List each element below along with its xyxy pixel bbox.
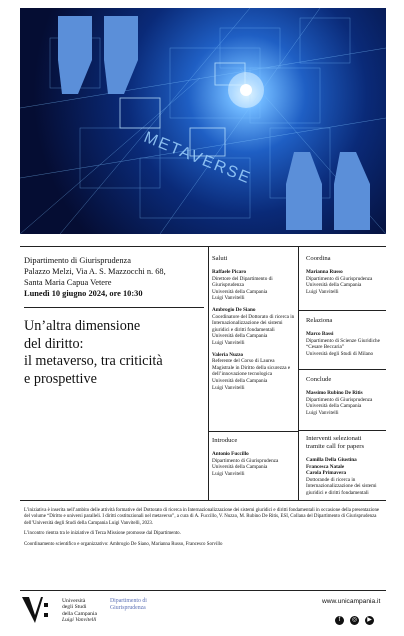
footer-paragraph: L’iniziativa è inserita nell’ambito delle attività formative del Dottorato di ricerca in Internazionalizzazione dei sistemi giuridici e diritti fondamentali in occasione della presentazione del volume “Diritto e universi paralleli. I diritti costituzionali nel metaverso”, a cura di A. Fuccillo, V. Nuzzo, M. Rubino De Ritis, ESI, Collana del Dipartimento di Giurisprudenza dell’Università degli Studi della Campania Luigi Vanvitelli, 2023. xyxy=(24,508,380,526)
section-relaziona xyxy=(306,317,386,357)
uni-line: degli Studi xyxy=(62,604,87,611)
speaker-name: Francesca Natale xyxy=(306,463,345,470)
speaker-names xyxy=(306,457,386,477)
speaker-role: Dipartimento di Giurisprudenza xyxy=(212,457,279,464)
venue-line: Dipartimento di Giurisprudenza xyxy=(24,256,131,265)
section-heading: Introduce xyxy=(212,437,238,444)
speaker-org: Università della Campania xyxy=(306,282,362,289)
speaker-org: Università degli Studi di Milano xyxy=(306,350,374,357)
speaker-org: Luigi Vanvitelli xyxy=(306,409,339,416)
section-saluti xyxy=(212,255,296,396)
social-links xyxy=(335,608,376,626)
speaker-org: Luigi Vanvitelli xyxy=(212,339,245,346)
speaker-role: Direttore del Dipartimento di Giurisprudenza xyxy=(212,275,273,289)
venue-info xyxy=(24,255,204,299)
title-line: il metaverso, tra criticità xyxy=(24,353,163,369)
venue-line: Palazzo Melzi, Via A. S. Mazzocchi n. 68, xyxy=(24,267,166,276)
speaker-org: Luigi Vanvitelli xyxy=(212,384,245,391)
divider xyxy=(298,369,386,370)
dept-line: Dipartimento di xyxy=(110,598,147,604)
metaverse-banner: METAVERSE xyxy=(141,128,254,188)
section-heading xyxy=(306,435,386,451)
university-logo-icon xyxy=(22,597,50,623)
section-introduce xyxy=(212,437,296,477)
speaker-name: Massimo Rubino De Ritis xyxy=(306,390,363,396)
section-heading: Saluti xyxy=(212,255,228,262)
section-coordina xyxy=(306,255,386,295)
speaker-role: Dipartimento di Scienze Giuridiche “Cesare Beccaria” xyxy=(306,337,380,351)
speaker-role: Dipartimento di Giurisprudenza xyxy=(306,275,373,282)
divider xyxy=(20,590,386,591)
event-title xyxy=(24,318,202,388)
open-quote-icon xyxy=(58,16,142,98)
speaker-org: Università della Campania xyxy=(212,377,268,384)
footer-notes xyxy=(24,508,384,552)
speaker-role: Dipartimento di Giurisprudenza xyxy=(306,396,373,403)
hero-image xyxy=(20,8,386,234)
speaker-name: Ambrogio De Siano xyxy=(212,306,256,313)
title-line: e prospettive xyxy=(24,370,97,387)
footer-paragraph: L’incontro rientra tra le iniziative di Terza Missione promosse dal Dipartimento. xyxy=(24,531,181,537)
heading-line: Interventi selezionati xyxy=(306,435,362,442)
youtube-icon[interactable]: ▶ xyxy=(365,616,374,625)
section-heading: Relaziona xyxy=(306,317,333,324)
speaker xyxy=(212,352,296,392)
university-name xyxy=(62,598,97,623)
venue-line: Santa Maria Capua Vetere xyxy=(24,278,112,287)
close-quote-icon xyxy=(282,152,378,234)
speaker-name: Marianna Russo xyxy=(306,269,343,275)
divider xyxy=(298,310,386,311)
heading-line: tramite call for papers xyxy=(306,443,365,450)
speaker-org: Università della Campania xyxy=(212,464,268,471)
section-conclude xyxy=(306,376,386,416)
title-line: Un’altra dimensione xyxy=(24,318,141,334)
section-heading: Conclude xyxy=(306,376,332,383)
speaker-org: Luigi Vanvitelli xyxy=(212,295,245,302)
divider xyxy=(24,307,204,308)
speaker-name: Antonio Fuccillo xyxy=(212,451,249,457)
speaker-name: Carola Primavera xyxy=(306,470,347,477)
speaker-name: Raffaele Picaro xyxy=(212,269,247,275)
column-rule xyxy=(208,247,209,500)
speaker-role: Dottorande di ricerca in Internazionalizzazione dei sistemi giuridici e diritti fondamentali xyxy=(306,476,377,496)
facebook-icon[interactable]: f xyxy=(335,616,344,625)
speaker-org: Università della Campania xyxy=(212,288,268,295)
section-heading: Coordina xyxy=(306,255,331,262)
speaker-role: Coordinatore del Dottorato di ricerca in Internazionalizzazione dei sistemi giuridici e diritti fondamentali xyxy=(212,313,295,333)
instagram-icon[interactable]: ◎ xyxy=(351,617,358,623)
footer-paragraph: Coordinamento scientifico e organizzativo: Ambrogio De Siano, Marianna Russo, Francesco Sorvillo xyxy=(24,541,223,547)
website-link[interactable]: www.unicampania.it xyxy=(322,598,381,605)
title-line: del diritto: xyxy=(24,335,84,352)
divider xyxy=(298,430,386,431)
section-interventi xyxy=(306,435,386,497)
divider xyxy=(20,500,386,501)
speaker-org: Luigi Vanvitelli xyxy=(212,470,245,477)
speaker-name: Camilla Della Giustina xyxy=(306,457,357,463)
uni-line: Luigi Vanvitelli xyxy=(62,616,97,623)
speaker-name: Valeria Nuzzo xyxy=(212,351,244,358)
divider xyxy=(208,431,298,432)
speaker xyxy=(212,269,296,302)
speaker xyxy=(212,307,296,347)
department-name xyxy=(110,598,147,611)
speaker-org: Luigi Vanvitelli xyxy=(306,288,339,295)
uni-line: Università xyxy=(62,598,86,604)
speaker-org: Università della Campania xyxy=(306,403,362,410)
speaker-role: Referente del Corso di Laurea Magistrale in Diritto della sicurezza e dell’innovazione tecnologica xyxy=(212,358,291,378)
speaker-org: Università della Campania xyxy=(212,333,268,340)
uni-line: della Campania xyxy=(62,610,97,617)
event-date: Lunedì 10 giugno 2024, ore 10:30 xyxy=(24,289,143,298)
speaker-name: Marco Bassi xyxy=(306,331,334,337)
dept-line: Giurisprudenza xyxy=(110,604,146,611)
column-rule xyxy=(298,247,299,500)
divider xyxy=(20,246,386,247)
